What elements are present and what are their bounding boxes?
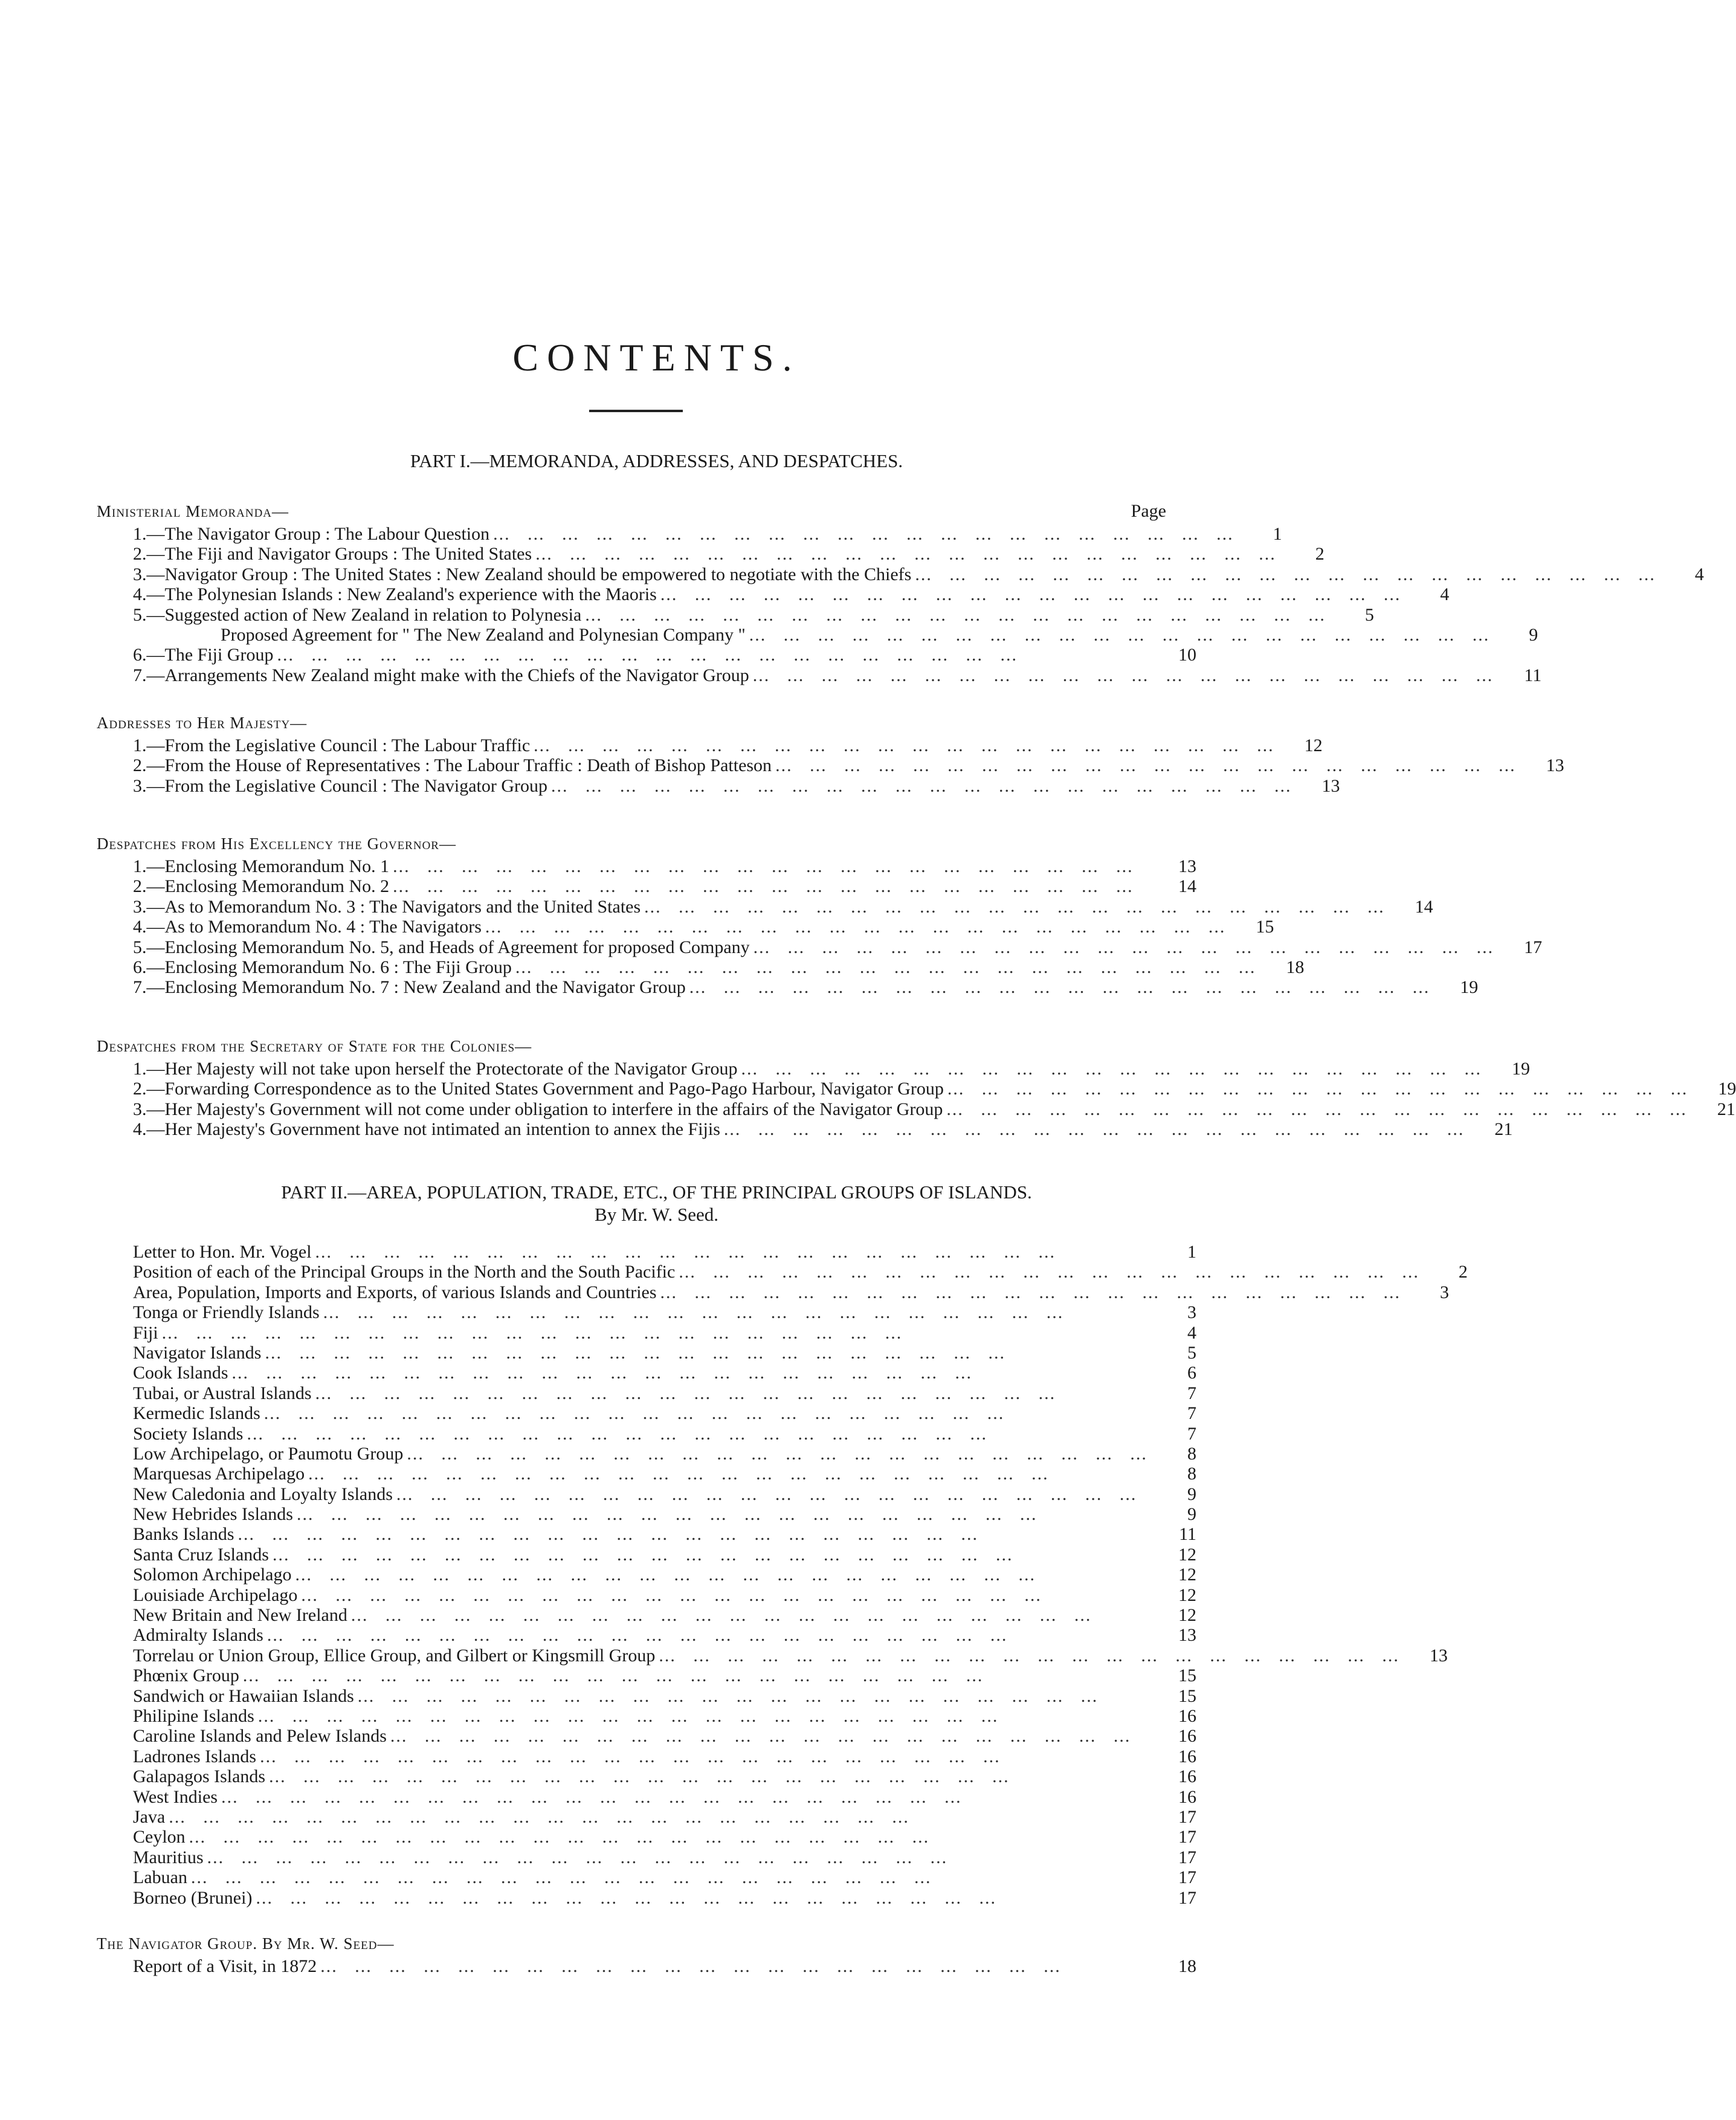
dot-leader bbox=[750, 937, 1494, 957]
entry-title: Louisiade Archipelago bbox=[133, 1585, 298, 1605]
entry-page-number: 21 bbox=[1494, 1119, 1513, 1140]
entry-title: 5.—Enclosing Memorandum No. 5, and Heads of Agreement for proposed Company bbox=[133, 937, 750, 957]
entry-title: Kermedic Islands bbox=[133, 1403, 260, 1424]
toc-entry bbox=[97, 937, 1543, 957]
entry-title: 2.—Enclosing Memorandum No. 2 bbox=[133, 876, 390, 897]
dot-leader bbox=[158, 1323, 1148, 1343]
entry-title: Caroline Islands and Pelew Islands bbox=[133, 1726, 387, 1747]
entry-page-number: 2 bbox=[1458, 1262, 1468, 1282]
dot-leader bbox=[239, 1666, 1148, 1685]
dot-leader bbox=[234, 1524, 1149, 1544]
dot-leader bbox=[312, 1242, 1148, 1262]
toc-entry bbox=[97, 665, 1542, 685]
entry-page-number: 3 bbox=[1187, 1302, 1196, 1323]
toc-entry bbox=[97, 1383, 1196, 1403]
dot-leader bbox=[393, 1484, 1148, 1504]
page-column-label: Page bbox=[1131, 501, 1166, 521]
entry-page-number: 5 bbox=[1364, 604, 1374, 625]
toc-entry bbox=[97, 1524, 1196, 1544]
entry-title: 3.—From the Legislative Council : The Navigator Group bbox=[133, 775, 547, 796]
dot-leader bbox=[243, 1424, 1148, 1444]
entry-title: 4.—Her Majesty's Government have not intimated an intention to annex the Fijis bbox=[133, 1119, 720, 1140]
entry-page-number: 14 bbox=[1178, 876, 1196, 897]
toc-entry bbox=[97, 1282, 1450, 1302]
dot-leader bbox=[320, 1302, 1148, 1322]
entry-page-number: 15 bbox=[1178, 1666, 1196, 1686]
entry-page-number: 12 bbox=[1178, 1544, 1196, 1565]
entry-title: 6.—Enclosing Memorandum No. 6 : The Fiji Group bbox=[133, 957, 512, 977]
entry-title: New Britain and New Ireland bbox=[133, 1605, 347, 1626]
entry-title: Letter to Hon. Mr. Vogel bbox=[133, 1242, 312, 1262]
entry-list bbox=[97, 524, 1704, 685]
dot-leader bbox=[252, 1888, 1148, 1908]
entry-page-number: 13 bbox=[1178, 856, 1196, 876]
entry-page-number: 5 bbox=[1187, 1342, 1196, 1363]
entry-page-number: 12 bbox=[1178, 1585, 1196, 1605]
entry-page-number: 4 bbox=[1440, 584, 1450, 605]
entry-page-number: 6 bbox=[1187, 1363, 1196, 1383]
toc-entry bbox=[97, 1504, 1196, 1524]
entry-title: 7.—Enclosing Memorandum No. 7 : New Zealand and the Navigator Group bbox=[133, 977, 686, 998]
entry-title: Low Archipelago, or Paumotu Group bbox=[133, 1443, 404, 1464]
toc-entry bbox=[97, 544, 1325, 564]
entry-page-number: 13 bbox=[1546, 755, 1564, 776]
entry-title: Navigator Islands bbox=[133, 1342, 262, 1363]
toc-entry bbox=[97, 1726, 1196, 1746]
toc-entry bbox=[97, 1686, 1196, 1706]
dot-leader bbox=[297, 1585, 1148, 1605]
dot-leader bbox=[746, 625, 1490, 645]
entry-title: Solomon Archipelago bbox=[133, 1565, 292, 1585]
entry-page-number: 4 bbox=[1694, 564, 1704, 584]
entry-page-number: 17 bbox=[1178, 1887, 1196, 1908]
toc-entry bbox=[97, 1262, 1468, 1282]
entry-title: Tubai, or Austral Islands bbox=[133, 1383, 312, 1403]
entry-page-number: 16 bbox=[1178, 1705, 1196, 1726]
entry-page-number: 2 bbox=[1315, 544, 1325, 564]
entry-title: Java bbox=[133, 1806, 166, 1827]
entry-page-number: 17 bbox=[1178, 1867, 1196, 1888]
entry-page-number: 9 bbox=[1187, 1484, 1196, 1504]
entry-page-number: 19 bbox=[1718, 1079, 1736, 1099]
dot-leader bbox=[305, 1464, 1148, 1484]
dot-leader bbox=[256, 1747, 1148, 1766]
toc-entry bbox=[97, 876, 1196, 896]
toc-entry bbox=[97, 1545, 1196, 1565]
entry-page-number: 16 bbox=[1178, 1726, 1196, 1747]
toc-entry bbox=[97, 1079, 1736, 1099]
toc-entry bbox=[97, 1464, 1196, 1484]
entry-title: 4.—The Polynesian Islands : New Zealand's experience with the Maoris bbox=[133, 584, 657, 605]
dot-leader bbox=[187, 1867, 1148, 1887]
entry-title: 4.—As to Memorandum No. 4 : The Navigators bbox=[133, 917, 482, 937]
entry-list bbox=[97, 735, 1564, 796]
entry-title: Mauritius bbox=[133, 1847, 204, 1867]
entry-page-number: 1 bbox=[1187, 1242, 1196, 1262]
entry-title: Banks Islands bbox=[133, 1524, 234, 1545]
section-heading: The Navigator Group. By Mr. W. Seed— bbox=[97, 1934, 395, 1953]
dot-leader bbox=[312, 1383, 1148, 1403]
toc-entry bbox=[97, 1119, 1513, 1140]
toc-entry bbox=[97, 1787, 1196, 1807]
dot-leader bbox=[274, 645, 1149, 665]
dot-leader bbox=[749, 665, 1494, 685]
dot-leader bbox=[489, 524, 1234, 544]
part-1-heading: PART I.—MEMORANDA, ADDRESSES, AND DESPATCHES. bbox=[410, 450, 903, 471]
entry-page-number: 9 bbox=[1529, 624, 1538, 645]
dot-leader bbox=[293, 1504, 1148, 1524]
entry-title: 3.—Her Majesty's Government will not come under obligation to interfere in the affairs of the Navigator Group bbox=[133, 1099, 943, 1119]
dot-leader bbox=[772, 755, 1516, 775]
toc-entry bbox=[97, 1323, 1196, 1343]
entry-title: 3.—As to Memorandum No. 3 : The Navigators and the United States bbox=[133, 896, 641, 917]
toc-entry bbox=[97, 917, 1274, 937]
entry-title: 1.—From the Legislative Council : The Labour Traffic bbox=[133, 735, 531, 755]
toc-entry bbox=[97, 775, 1340, 796]
toc-entry bbox=[97, 1242, 1196, 1262]
section-navigator-group bbox=[97, 1931, 1196, 1976]
entry-title: 1.—Enclosing Memorandum No. 1 bbox=[133, 856, 390, 876]
dot-leader bbox=[186, 1827, 1148, 1847]
entry-title: Area, Population, Imports and Exports, of various Islands and Countries bbox=[133, 1282, 657, 1302]
dot-leader bbox=[675, 1262, 1419, 1282]
entry-page-number: 14 bbox=[1415, 896, 1433, 917]
entry-title: 5.—Suggested action of New Zealand in relation to Polynesia bbox=[133, 604, 582, 625]
dot-leader bbox=[581, 605, 1326, 625]
entry-title: Marquesas Archipelago bbox=[133, 1464, 305, 1484]
dot-leader bbox=[317, 1956, 1148, 1976]
entry-title: 1.—Her Majesty will not take upon herself the Protectorate of the Navigator Group bbox=[133, 1059, 738, 1079]
toc-entry bbox=[97, 1444, 1196, 1464]
dot-leader bbox=[269, 1545, 1148, 1565]
toc-entry bbox=[97, 957, 1305, 977]
entry-page-number: 21 bbox=[1717, 1099, 1735, 1119]
toc-entry bbox=[97, 1747, 1196, 1766]
entry-page-number: 9 bbox=[1187, 1504, 1196, 1525]
toc-entry bbox=[97, 584, 1450, 605]
entry-list bbox=[97, 1059, 1736, 1140]
toc-entry bbox=[97, 896, 1433, 917]
entry-page-number: 17 bbox=[1178, 1827, 1196, 1847]
toc-entry bbox=[97, 1605, 1196, 1625]
entry-page-number: 16 bbox=[1178, 1766, 1196, 1787]
dot-leader bbox=[218, 1787, 1148, 1807]
entry-page-number: 19 bbox=[1460, 977, 1479, 998]
entry-page-number: 3 bbox=[1440, 1282, 1450, 1302]
toc-entry bbox=[97, 1403, 1196, 1423]
entry-title: Santa Cruz Islands bbox=[133, 1544, 269, 1565]
entry-page-number: 19 bbox=[1512, 1059, 1531, 1079]
entry-title: 7.—Arrangements New Zealand might make with the Chiefs of the Navigator Group bbox=[133, 665, 749, 685]
toc-entry bbox=[97, 1059, 1531, 1079]
entry-page-number: 16 bbox=[1178, 1786, 1196, 1807]
entry-title: Cook Islands bbox=[133, 1363, 228, 1383]
dot-leader bbox=[641, 897, 1385, 917]
entry-page-number: 12 bbox=[1178, 1605, 1196, 1626]
toc-entry bbox=[97, 1424, 1196, 1444]
entry-list bbox=[97, 1956, 1196, 1976]
toc-entry bbox=[97, 1302, 1196, 1322]
page-title: CONTENTS. bbox=[512, 336, 801, 379]
toc-entry bbox=[97, 1099, 1735, 1119]
toc-entry bbox=[97, 977, 1479, 998]
dot-leader bbox=[165, 1807, 1148, 1827]
entry-title: Ceylon bbox=[133, 1827, 186, 1847]
toc-entry bbox=[97, 1625, 1196, 1645]
section-part-2-entries bbox=[97, 1242, 1468, 1908]
toc-entry bbox=[97, 1766, 1196, 1786]
entry-title: 2.—Forwarding Correspondence as to the United States Government and Pago-Pago Harbour, Navigator Group bbox=[133, 1079, 944, 1099]
dot-leader bbox=[532, 544, 1276, 564]
dot-leader bbox=[260, 1403, 1148, 1423]
entry-title: Borneo (Brunei) bbox=[133, 1887, 253, 1908]
dot-leader bbox=[254, 1706, 1148, 1726]
entry-title: Tonga or Friendly Islands bbox=[133, 1302, 320, 1323]
entry-page-number: 15 bbox=[1256, 917, 1274, 937]
entry-title: New Hebrides Islands bbox=[133, 1504, 293, 1525]
entry-title: Labuan bbox=[133, 1867, 187, 1888]
title-rule bbox=[589, 410, 683, 412]
part-2-heading: PART II.—AREA, POPULATION, TRADE, ETC., OF THE PRINCIPAL GROUPS OF ISLANDS. bbox=[281, 1181, 1032, 1203]
entry-title: West Indies bbox=[133, 1786, 218, 1807]
section-heading: Despatches from the Secretary of State for the Colonies— bbox=[97, 1037, 532, 1055]
entry-page-number: 18 bbox=[1286, 957, 1305, 977]
toc-entry bbox=[97, 1827, 1196, 1847]
entry-page-number: 7 bbox=[1187, 1383, 1196, 1403]
entry-title: Ladrones Islands bbox=[133, 1746, 257, 1766]
entry-page-number: 15 bbox=[1178, 1685, 1196, 1706]
toc-entry bbox=[97, 735, 1323, 755]
entry-title: Admiralty Islands bbox=[133, 1625, 263, 1646]
entry-page-number: 10 bbox=[1178, 645, 1196, 665]
entry-page-number: 17 bbox=[1178, 1847, 1196, 1867]
dot-leader bbox=[686, 977, 1430, 997]
entry-title: Philipine Islands bbox=[133, 1705, 254, 1726]
toc-entry bbox=[97, 1343, 1196, 1363]
entry-title: Report of a Visit, in 1872 bbox=[133, 1956, 317, 1976]
toc-entry bbox=[97, 856, 1196, 876]
toc-entry bbox=[97, 1956, 1196, 1976]
entry-page-number: 8 bbox=[1187, 1443, 1196, 1464]
entry-title: 2.—From the House of Representatives : The Labour Traffic : Death of Bishop Patteson bbox=[133, 755, 772, 776]
entry-list bbox=[97, 856, 1543, 998]
toc-entry bbox=[97, 1565, 1196, 1585]
toc-entry bbox=[97, 564, 1704, 584]
toc-entry bbox=[97, 1363, 1196, 1383]
entry-list bbox=[97, 1242, 1468, 1908]
entry-page-number: 12 bbox=[1178, 1565, 1196, 1585]
toc-entry bbox=[97, 1888, 1196, 1908]
dot-leader bbox=[657, 584, 1401, 604]
dot-leader bbox=[389, 876, 1148, 896]
dot-leader bbox=[530, 735, 1274, 755]
entry-title: Torrelau or Union Group, Ellice Group, and Gilbert or Kingsmill Group bbox=[133, 1645, 656, 1666]
dot-leader bbox=[657, 1282, 1401, 1302]
entry-title: Society Islands bbox=[133, 1423, 244, 1444]
entry-title: Sandwich or Hawaiian Islands bbox=[133, 1685, 354, 1706]
toc-entry bbox=[97, 645, 1196, 665]
dot-leader bbox=[512, 957, 1256, 977]
entry-page-number: 17 bbox=[1178, 1806, 1196, 1827]
dot-leader bbox=[347, 1605, 1148, 1625]
entry-title: 1.—The Navigator Group : The Labour Question bbox=[133, 524, 490, 544]
toc-entry bbox=[97, 524, 1282, 544]
toc-entry bbox=[97, 1484, 1196, 1504]
entry-page-number: 8 bbox=[1187, 1464, 1196, 1484]
dot-leader bbox=[228, 1363, 1149, 1383]
entry-page-number: 13 bbox=[1429, 1645, 1448, 1666]
toc-entry bbox=[97, 1666, 1196, 1685]
section-ministerial-memoranda bbox=[97, 499, 1704, 685]
dot-leader bbox=[655, 1646, 1399, 1666]
entry-title: 6.—The Fiji Group bbox=[133, 645, 274, 665]
toc-entry bbox=[97, 624, 1538, 645]
entry-page-number: 4 bbox=[1187, 1322, 1196, 1343]
entry-title: 2.—The Fiji and Navigator Groups : The United States bbox=[133, 544, 532, 564]
dot-leader bbox=[204, 1847, 1148, 1867]
entry-title: Phœnix Group bbox=[133, 1666, 239, 1686]
section-heading: Ministerial Memoranda— bbox=[97, 502, 289, 520]
dot-leader bbox=[387, 1726, 1148, 1746]
toc-entry bbox=[97, 1706, 1196, 1726]
entry-page-number: 11 bbox=[1524, 665, 1542, 685]
entry-page-number: 11 bbox=[1179, 1524, 1196, 1545]
entry-page-number: 18 bbox=[1178, 1956, 1196, 1976]
entry-page-number: 16 bbox=[1178, 1746, 1196, 1766]
section-addresses-to-her-majesty bbox=[97, 710, 1564, 796]
toc-entry bbox=[97, 1807, 1196, 1827]
entry-page-number: 17 bbox=[1524, 937, 1543, 957]
toc-entry bbox=[97, 1645, 1448, 1666]
dot-leader bbox=[547, 776, 1292, 796]
dot-leader bbox=[738, 1059, 1482, 1079]
section-heading: Despatches from His Excellency the Governor— bbox=[97, 835, 456, 853]
dot-leader bbox=[261, 1343, 1148, 1363]
entry-page-number: 13 bbox=[1321, 775, 1340, 796]
dot-leader bbox=[720, 1119, 1465, 1139]
section-despatches-from-governor bbox=[97, 831, 1543, 998]
entry-title: Proposed Agreement for " The New Zealand and Polynesian Company " bbox=[221, 624, 746, 645]
entry-page-number: 7 bbox=[1187, 1403, 1196, 1424]
entry-page-number: 7 bbox=[1187, 1423, 1196, 1444]
toc-entry bbox=[97, 755, 1564, 776]
toc-entry bbox=[97, 1847, 1196, 1867]
dot-leader bbox=[389, 856, 1148, 876]
dot-leader bbox=[403, 1444, 1148, 1464]
dot-leader bbox=[482, 917, 1226, 937]
section-despatches-from-secretary bbox=[97, 1033, 1736, 1140]
dot-leader bbox=[263, 1625, 1148, 1645]
entry-page-number: 13 bbox=[1178, 1625, 1196, 1646]
entry-title: 3.—Navigator Group : The United States : New Zealand should be empowered to negotiate with the Chiefs bbox=[133, 564, 912, 584]
entry-page-number: 1 bbox=[1273, 524, 1282, 544]
section-heading: Addresses to Her Majesty— bbox=[97, 714, 308, 732]
toc-entry bbox=[97, 604, 1374, 625]
toc-entry bbox=[97, 1867, 1196, 1887]
part-2-byline: By Mr. W. Seed. bbox=[595, 1204, 718, 1225]
toc-entry bbox=[97, 1585, 1196, 1605]
entry-page-number: 12 bbox=[1304, 735, 1323, 755]
dot-leader bbox=[911, 564, 1656, 584]
dot-leader bbox=[354, 1686, 1148, 1706]
dot-leader bbox=[291, 1565, 1148, 1585]
entry-title: Position of each of the Principal Groups in the North and the South Pacific bbox=[133, 1262, 676, 1282]
dot-leader bbox=[943, 1099, 1687, 1119]
entry-title: New Caledonia and Loyalty Islands bbox=[133, 1484, 393, 1504]
entry-title: Fiji bbox=[133, 1322, 158, 1343]
entry-title: Galapagos Islands bbox=[133, 1766, 266, 1787]
dot-leader bbox=[944, 1079, 1688, 1099]
dot-leader bbox=[265, 1766, 1148, 1786]
